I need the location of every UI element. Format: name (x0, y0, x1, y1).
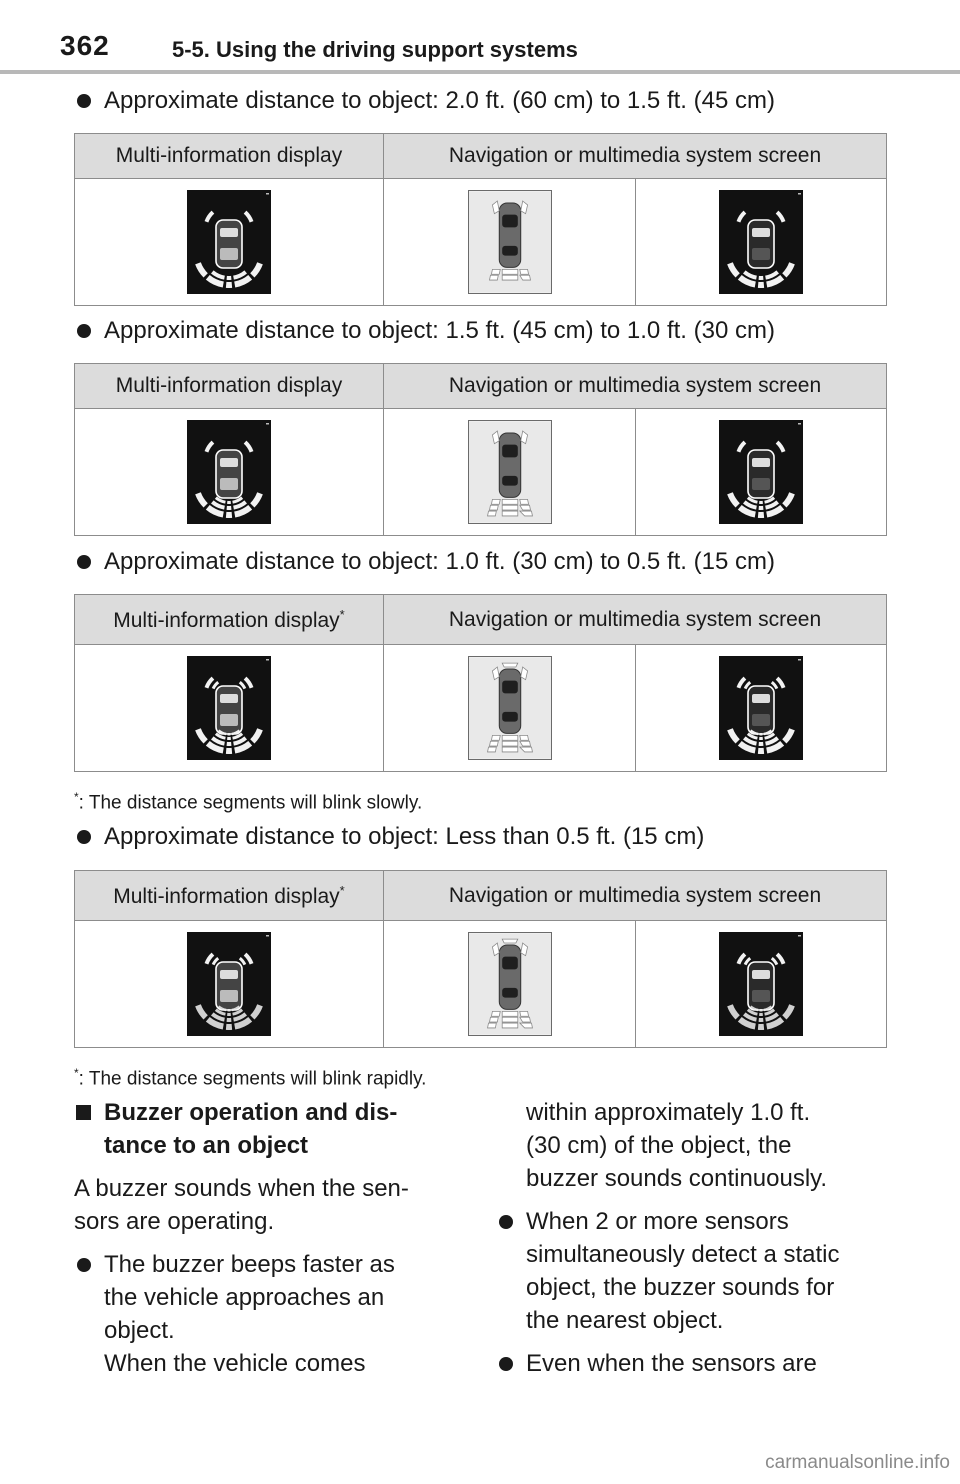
cell-nav-1 (384, 409, 636, 536)
car-outline (748, 962, 774, 1010)
bullet-icon (77, 555, 91, 569)
cell-nav-2 (636, 179, 887, 306)
parking-sensor-light-display-icon (468, 190, 552, 294)
section-title-line: Approximate distance to object: 2.0 ft. (60 cm) to 1.5 ft. (45 cm) (74, 86, 886, 116)
header-multi-information-display: Multi-information display (75, 364, 384, 409)
bullet-icon (77, 1258, 91, 1272)
parking-sensor-light-display-icon (468, 656, 552, 760)
footnote-2: *: The distance segments will blink rapidly. (74, 1066, 427, 1090)
subheading: Buzzer operation and dis- tance to an object (74, 1096, 454, 1162)
car-top-view (499, 945, 520, 1009)
cell-nav-2 (636, 645, 887, 772)
car-outline (748, 220, 774, 268)
rear-sensor-segments (487, 499, 532, 516)
section-title-line: Approximate distance to object: 1.0 ft. (30 cm) to 0.5 ft. (15 cm) (74, 547, 886, 577)
parking-sensor-dark-display-icon (187, 932, 271, 1036)
header-rule (0, 70, 960, 74)
parking-sensor-dark-display-icon (719, 932, 803, 1036)
header-multi-information-display: Multi-information display (75, 134, 384, 179)
section-4 (74, 822, 886, 852)
header-navigation-screen: Navigation or multimedia system screen (384, 364, 887, 409)
cell-nav-2 (636, 921, 887, 1048)
car-outline (216, 962, 242, 1010)
parking-sensor-dark-display-icon (187, 190, 271, 294)
list-item: When 2 or more sensors simultaneously detect a static object, the buzzer sounds for the nearest object. (496, 1205, 896, 1337)
table-3 (74, 594, 886, 772)
car-outline (216, 450, 242, 498)
body-right-column (496, 1096, 896, 1380)
car-top-view (499, 203, 520, 267)
watermark: carmanualsonline.info (765, 1452, 950, 1473)
table-4 (74, 870, 886, 1048)
section-3 (74, 547, 886, 577)
parking-sensor-dark-display-icon (187, 656, 271, 760)
section-title-line: Approximate distance to object: Less than 0.5 ft. (15 cm) (74, 822, 886, 852)
cell-mid (75, 409, 384, 536)
section-1 (74, 86, 886, 116)
bullet-icon (499, 1357, 513, 1371)
section-title-line: Approximate distance to object: 1.5 ft. (45 cm) to 1.0 ft. (30 cm) (74, 316, 886, 346)
header-multi-information-display: Multi-information display* (75, 871, 384, 921)
header-navigation-screen: Navigation or multimedia system screen (384, 595, 887, 645)
section-2 (74, 316, 886, 346)
page-header (0, 0, 960, 76)
header-navigation-screen: Navigation or multimedia system screen (384, 871, 887, 921)
cell-mid (75, 921, 384, 1048)
header-multi-information-display: Multi-information display* (75, 595, 384, 645)
cell-nav-1 (384, 645, 636, 772)
header-navigation-screen: Navigation or multimedia system screen (384, 134, 887, 179)
parking-sensor-light-display-icon (468, 420, 552, 524)
rear-sensor-segments (487, 1011, 532, 1028)
table-2 (74, 363, 886, 536)
page-number: 362 (60, 30, 110, 61)
cell-nav-1 (384, 179, 636, 306)
body-left-column (74, 1096, 454, 1380)
list-item: The buzzer beeps faster as the vehicle approaches an object. When the vehicle comes (74, 1248, 454, 1380)
car-top-view (499, 433, 520, 497)
car-outline (748, 686, 774, 734)
parking-sensor-dark-display-icon (719, 420, 803, 524)
parking-sensor-dark-display-icon (719, 656, 803, 760)
intro-paragraph: A buzzer sounds when the sen- sors are operating. (74, 1175, 409, 1235)
parking-sensor-light-display-icon (468, 932, 552, 1036)
parking-sensor-dark-display-icon (187, 420, 271, 524)
cell-mid (75, 645, 384, 772)
car-outline (216, 686, 242, 734)
car-outline (216, 220, 242, 268)
bullet-icon (499, 1215, 513, 1229)
cell-nav-1 (384, 921, 636, 1048)
car-top-view (499, 669, 520, 733)
bullet-icon (77, 94, 91, 108)
section-title: 5-5. Using the driving support systems (172, 37, 578, 62)
list-item: Even when the sensors are (496, 1347, 896, 1380)
rear-sensor-segments (487, 735, 532, 752)
footnote-1: *: The distance segments will blink slowly. (74, 790, 423, 814)
bullet-icon (77, 830, 91, 844)
cell-nav-2 (636, 409, 887, 536)
square-bullet-icon (76, 1105, 91, 1120)
car-outline (748, 450, 774, 498)
cell-mid (75, 179, 384, 306)
parking-sensor-dark-display-icon (719, 190, 803, 294)
table-1 (74, 133, 886, 306)
bullet-icon (77, 324, 91, 338)
list-item-continuation: within approximately 1.0 ft. (30 cm) of the object, the buzzer sounds continuously. (526, 1099, 828, 1192)
